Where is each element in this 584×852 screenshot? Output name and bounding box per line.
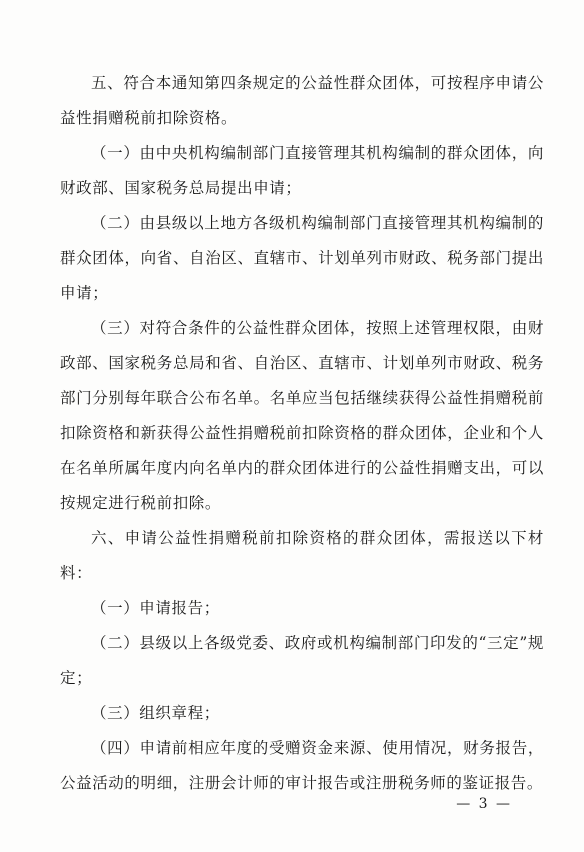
paragraph-article-6: 六、申请公益性捐赠税前扣除资格的群众团体，需报送以下材料： <box>60 529 544 582</box>
paragraph-article-5: 五、符合本通知第四条规定的公益性群众团体，可按程序申请公益性捐赠税前扣除资格。 <box>60 74 544 127</box>
page-number: — 3 — <box>456 796 512 812</box>
document-body <box>60 66 544 801</box>
paragraph-article-5-item-1: （一）由中央机构编制部门直接管理其机构编制的群众团体，向财政部、国家税务总局提出申请； <box>60 144 544 197</box>
paragraph-article-6-item-2: （二）县级以上各级党委、政府或机构编制部门印发的“三定”规定； <box>60 634 544 687</box>
paragraph-article-5-item-3: （三）对符合条件的公益性群众团体，按照上述管理权限，由财政部、国家税务总局和省、自治区、直辖市、计划单列市财政、税务部门分别每年联合公布名单。名单应当包括继续获得公益性捐赠税前扣除资格和新获得公益性捐赠税前扣除资格的群众团体，企业和个人在名单所属年度内向名单内的群众团体进行的公益性捐赠支出，可以按规定进行税前扣除。 <box>60 319 544 512</box>
paragraph-article-6-item-1: （一）申请报告； <box>91 599 220 617</box>
paragraph-article-5-item-2: （二）由县级以上地方各级机构编制部门直接管理其机构编制的群众团体，向省、自治区、直辖市、计划单列市财政、税务部门提出申请； <box>60 214 544 302</box>
paragraph-article-6-item-4: （四）申请前相应年度的受赠资金来源、使用情况，财务报告，公益活动的明细，注册会计师的审计报告或注册税务师的鉴证报告。 <box>60 739 544 792</box>
paragraph-article-6-item-3: （三）组织章程； <box>91 704 220 722</box>
